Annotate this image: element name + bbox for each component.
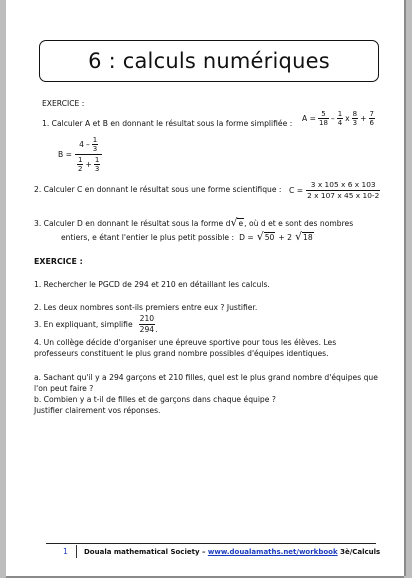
exercise2-heading: EXERCICE :: [34, 257, 83, 266]
minus-sign: –: [330, 113, 335, 123]
expression-A: [302, 110, 375, 127]
footer-text: [84, 547, 380, 557]
A-fraction-2: $\frac{1}{4}$: [337, 110, 343, 127]
B-label: B =: [58, 149, 72, 159]
footer-suffix: 3è/Calculs: [337, 548, 381, 556]
times-sign: x: [345, 113, 350, 123]
q2-text: 2. Calculer C en donnant le résultat sous une forme scientifique :: [34, 185, 282, 194]
D-label: D =: [239, 232, 254, 242]
plus-sign: +: [360, 113, 367, 123]
C-fraction: $\frac{3 x 105 x 6 x 103}{2 x 107 x 45 x 10-2}$: [307, 180, 380, 200]
A-fraction-4: $\frac{7}{6}$: [369, 110, 374, 127]
ex2-a-line1: a. Sachant qu'il y a 294 garçons et 210 filles, quel est le plus grand nombre d'équipes que: [34, 373, 378, 382]
C-label: C =: [289, 185, 304, 195]
q3-line1: 3. Calculer D en donnant le résultat sous la forme d √e , où d et e sont des nombres: [34, 216, 354, 229]
sqrt-18: √18: [294, 230, 313, 243]
fraction-210-294: $\frac{210}{294}$: [139, 314, 155, 334]
ex2-q4-line2: professeurs constituent le plus grand nombre possibles d'équipes identiques.: [34, 349, 329, 358]
A-fraction-3: $\frac{8}{3}$: [352, 110, 358, 127]
A-fraction-1: $\frac{5}{18}$: [318, 110, 328, 127]
title-box: [39, 40, 379, 82]
sqrt-e: √e: [230, 216, 244, 229]
footer-link[interactable]: www.doualamaths.net/workbook: [207, 548, 338, 556]
A-label: A =: [302, 113, 316, 123]
page-title: 6 : calculs numériques: [88, 49, 330, 73]
ex2-q4-line1: 4. Un collège décide d'organiser une épreuve sportive pour tous les élèves. Les: [34, 338, 337, 347]
footer-separator: [76, 545, 77, 558]
sqrt-50: √50: [256, 230, 275, 243]
ex2-q1: 1. Rechercher le PGCD de 294 et 210 en détaillant les calculs.: [34, 280, 270, 289]
B-compound-fraction: 4 – $\frac{1}{3}$ $\frac{1}{2}$ + $\frac{1}{3}$: [75, 136, 102, 173]
ex2-justify: Justifier clairement vos réponses.: [34, 406, 161, 415]
expression-C: [289, 180, 380, 201]
footer-society: Douala mathematical Society –: [84, 548, 208, 556]
q1-text: 1. Calculer A et B en donnant le résultat sous la forme simplifiée :: [42, 119, 293, 128]
ex2-b-line: b. Combien y a t-il de filles et de garçons dans chaque équipe ?: [34, 395, 276, 404]
ex2-a-line2: l'on peut faire ?: [34, 384, 94, 393]
expression-B: [58, 136, 102, 173]
ex2-q2: 2. Les deux nombres sont-ils premiers entre eux ? Justifier.: [34, 303, 258, 312]
exercise1-heading: EXERCICE :: [42, 99, 85, 108]
ex2-q3: 3. En expliquant, simplifie $\frac{210}{294}$ .: [34, 314, 158, 334]
footer-divider: [46, 543, 376, 544]
document-page: [6, 0, 404, 576]
q3-line2: entiers, e étant l'entier le plus petit possible : D = √50 + 2 √18: [61, 230, 313, 243]
page-number: 1: [63, 547, 68, 556]
